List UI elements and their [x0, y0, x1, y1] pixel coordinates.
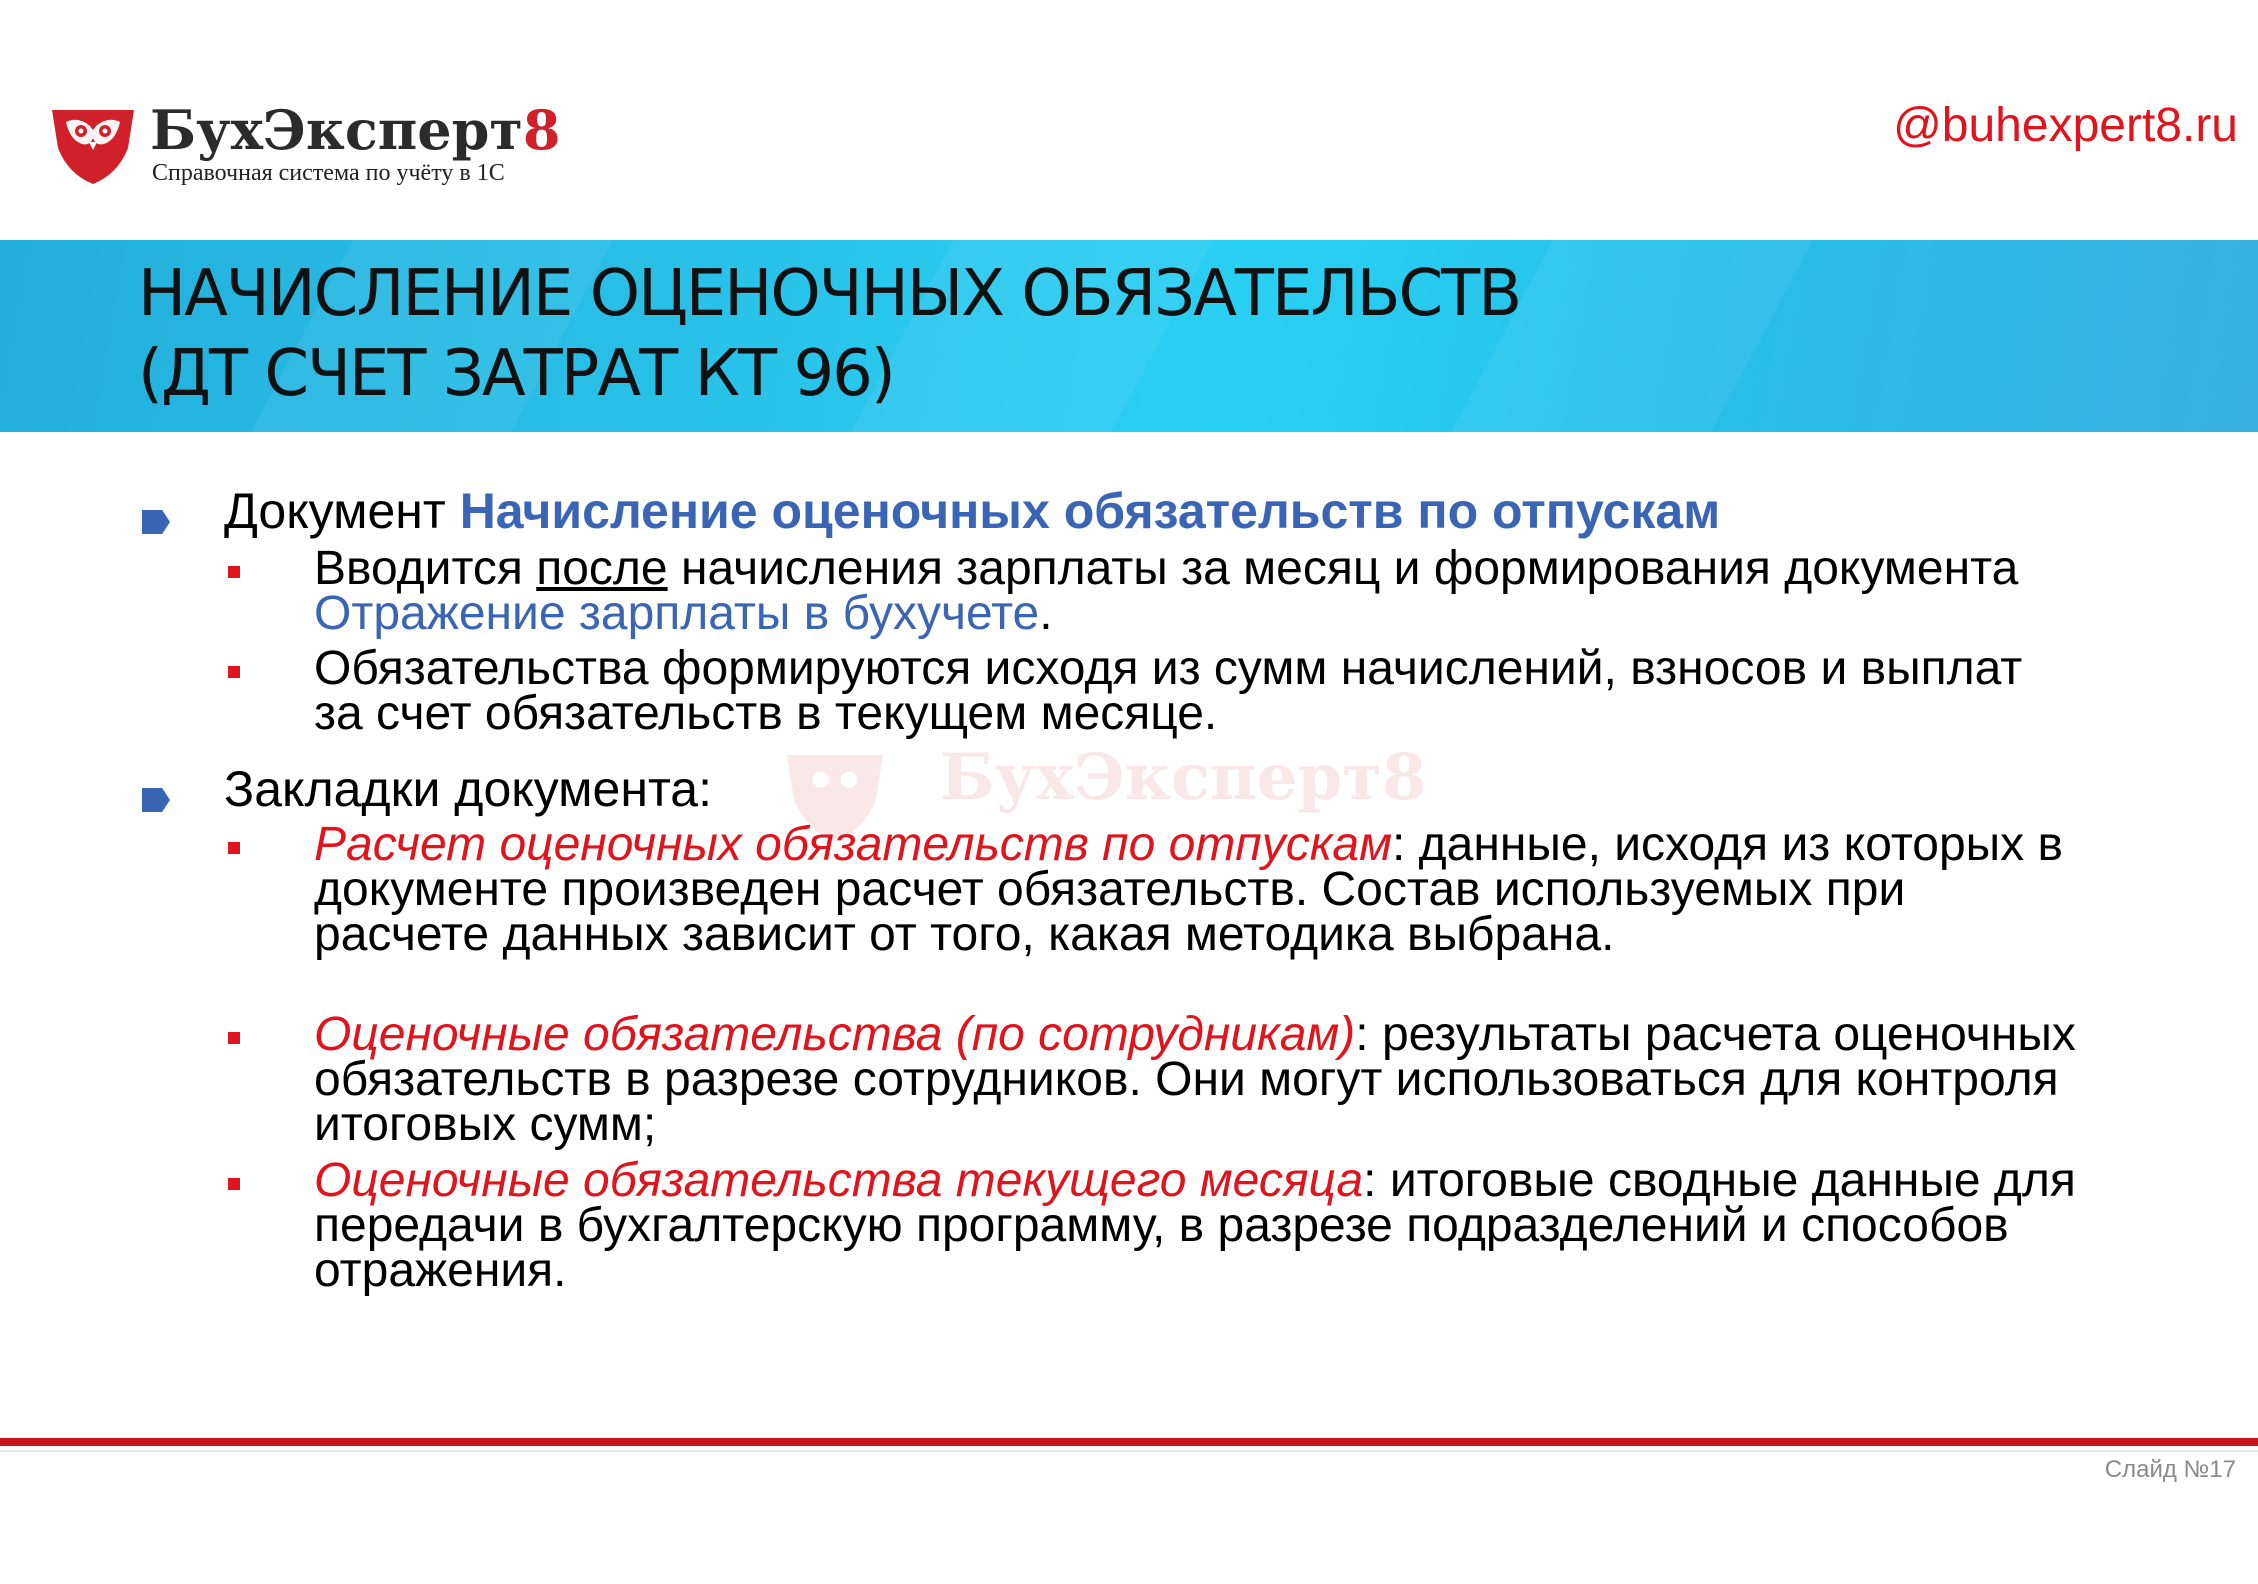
site-link[interactable]: @buhexpert8.ru — [1893, 99, 2238, 152]
sub-text: : результаты расчета оценочных обязательств в разрезе сотрудников. Они могут использоваться для контроля итоговых сумм; — [314, 1008, 2076, 1151]
tab-name-by-employees: Оценочные обязательства (по сотрудникам) — [314, 1008, 1356, 1061]
sub-text: . — [1039, 587, 1053, 640]
footer-divider-thin — [0, 1450, 2258, 1452]
brand-name: БухЭксперт8 — [150, 98, 561, 162]
sub-bullet-tab-current-month — [314, 1154, 2084, 1297]
slide-number: Слайд №17 — [2104, 1456, 2236, 1483]
square-bullet-icon — [228, 1178, 240, 1190]
square-bullet-icon — [228, 842, 240, 854]
owl-shield-logo-icon — [48, 104, 138, 186]
slide-title-line-2: (ДТ СЧЕТ ЗАТРАТ КТ 96) — [138, 337, 894, 411]
square-bullet-icon — [228, 666, 240, 678]
tab-name-current-month: Оценочные обязательства текущего месяца — [314, 1154, 1364, 1207]
square-bullet-icon — [228, 566, 240, 578]
sub-bullet-tab-by-employees — [314, 1008, 2084, 1151]
bullet-document-tabs: Закладки документа: — [224, 761, 712, 817]
slide-title-line-1: НАЧИСЛЕНИЕ ОЦЕНОЧНЫХ ОБЯЗАТЕЛЬСТВ — [138, 257, 1521, 331]
sub-text: начисления зарплаты за месяц и формирования документа — [667, 542, 2019, 595]
watermark-text: БухЭксперт8 — [940, 740, 1427, 815]
footer-divider — [0, 1438, 2258, 1446]
brand-tagline: Справочная система по учёту в 1С — [152, 160, 505, 186]
tab-name-calculation: Расчет оценочных обязательств по отпускам — [314, 818, 1392, 871]
sub-text: : итоговые сводные данные для передачи в бухгалтерскую программу, в разрезе подразделений и способов отражения. — [314, 1154, 2076, 1297]
slide-title — [138, 254, 1520, 414]
document-link-salary-reflection[interactable]: Отражение зарплаты в бухучете — [314, 587, 1040, 640]
bullet-document-prefix: Документ — [224, 483, 460, 539]
sub-text: Вводится — [314, 542, 537, 595]
sub-bullet-tab-calculation — [314, 818, 2084, 961]
sub-bullet-entered-after — [314, 542, 2084, 640]
bullet-document — [224, 483, 1721, 539]
sub-bullet-obligations-formed: Обязательства формируются исходя из сумм начислений, взносов и выплат за счет обязательств в текущем месяце. — [314, 642, 2023, 740]
sub-text: : данные, исходя из которых в документе произведен расчет обязательств. Состав используемых при расчете данных зависит от того, какая методика выбрана. — [314, 818, 2063, 961]
square-bullet-icon — [228, 1032, 240, 1044]
slide-header — [0, 0, 2258, 240]
underlined-after: после — [536, 542, 668, 595]
document-name: Начисление оценочных обязательств по отпускам — [459, 483, 1721, 539]
